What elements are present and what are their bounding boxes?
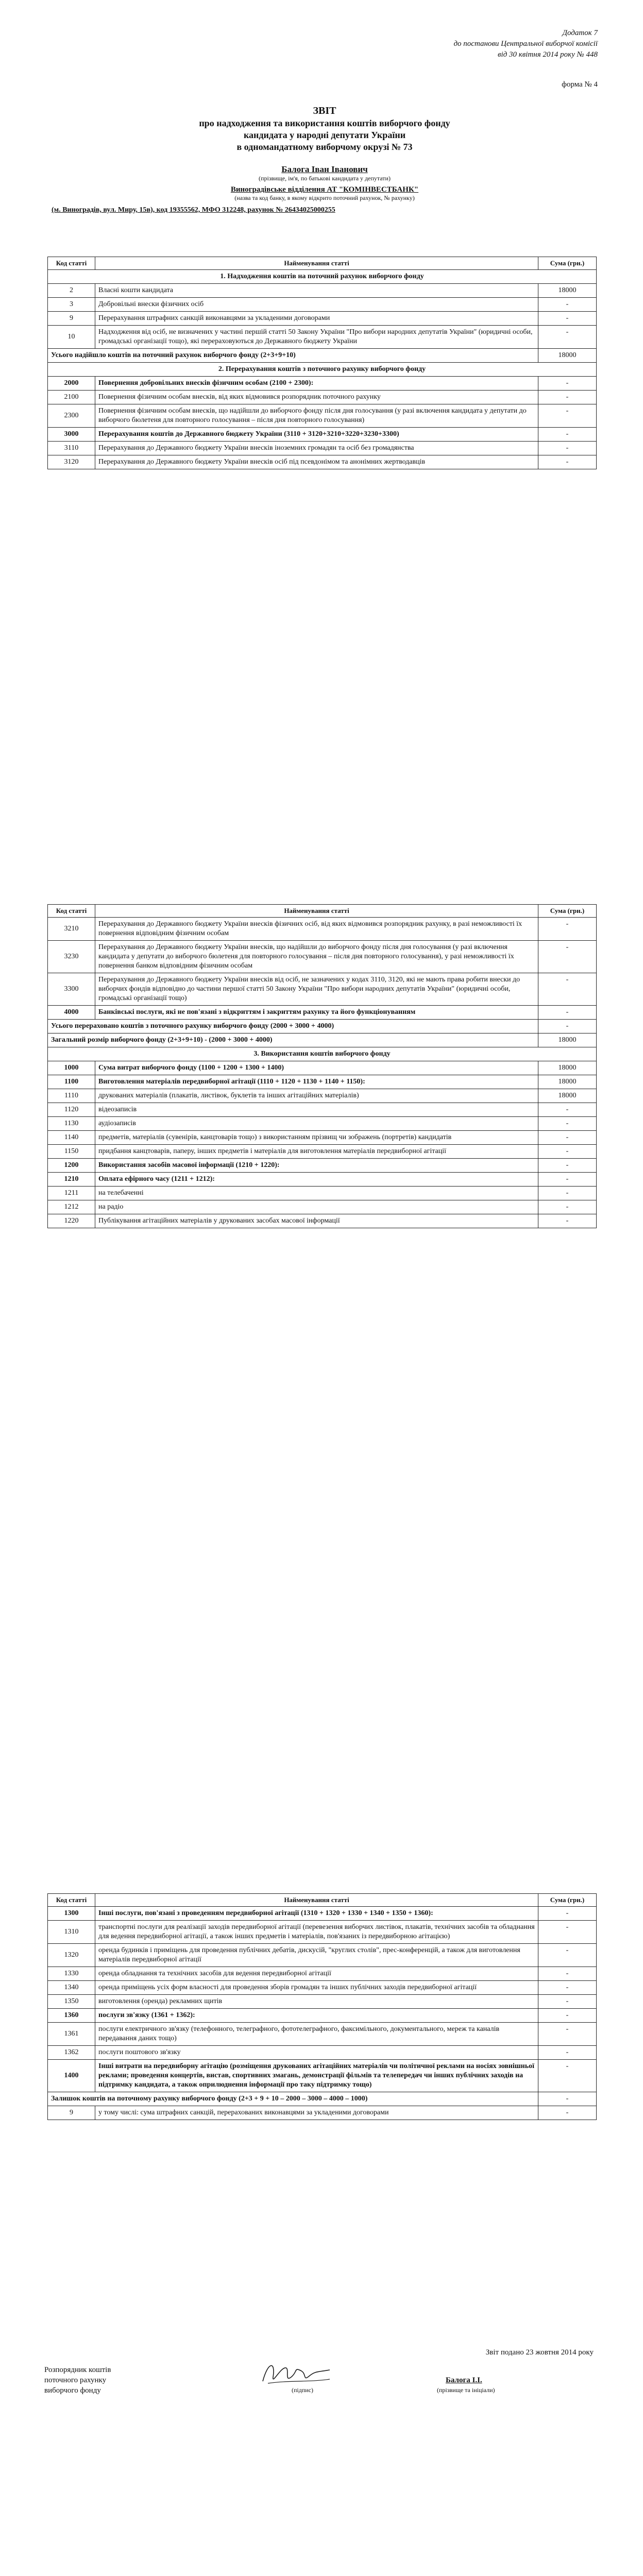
appendix-note xyxy=(309,28,598,60)
col-header-sum: Сума (грн.) xyxy=(538,257,597,270)
item-code: 1330 xyxy=(48,1967,95,1981)
table-row xyxy=(48,2106,597,2120)
section-title: 3. Використання коштів виборчого фонду xyxy=(48,1047,597,1061)
table-row xyxy=(48,1173,597,1187)
table-row xyxy=(48,1944,597,1967)
item-name: у тому числі: сума штрафних санкцій, перерахованих виконавцями за укладеними договорами xyxy=(95,2106,538,2120)
total-sum: 18000 xyxy=(538,349,597,363)
signer-role xyxy=(44,2365,111,2396)
total-row xyxy=(48,2092,597,2106)
table-row xyxy=(48,1967,597,1981)
item-sum: - xyxy=(538,941,597,973)
report-table-page-3 xyxy=(47,1893,597,2120)
item-sum: - xyxy=(538,2009,597,2023)
table-row xyxy=(48,1103,597,1117)
item-name: Перерахування до Державного бюджету України внесків фізичних осіб, від яких відмовився розпорядник рахунку, в разі неможливості їх повернення відповідним фізичним особам xyxy=(95,918,538,941)
item-code: 9 xyxy=(48,312,95,326)
item-code: 1150 xyxy=(48,1145,95,1159)
item-name: послуги зв'язку (1361 + 1362): xyxy=(95,2009,538,2023)
item-name: на телебаченні xyxy=(95,1187,538,1200)
item-sum: - xyxy=(538,1907,597,1921)
item-name: Інші витрати на передвиборну агітацію (розміщення друкованих агітаційних матеріалів чи політичної реклами на носіях зовнішньої реклами; проведення концертів, вистав, спортивних змагань, демонстрації фільмів та телепередач чи інших публічних заходів на підтримку кандидата, а також оприлюднення інформації про таку підтримку тощо) xyxy=(95,2060,538,2092)
report-page-3 xyxy=(0,1814,643,2576)
table-row xyxy=(48,404,597,428)
item-code: 3300 xyxy=(48,973,95,1006)
item-name: Перерахування штрафних санкцій виконавцями за укладеними договорами xyxy=(95,312,538,326)
item-sum: - xyxy=(538,918,597,941)
item-sum: - xyxy=(538,1981,597,1995)
item-name: Перерахування до Державного бюджету України внесків осіб під псевдонімом та анонімних жертводавців xyxy=(95,455,538,469)
signature-note: (підпис) xyxy=(292,2386,314,2394)
item-code: 1362 xyxy=(48,2046,95,2060)
report-table-page-1 xyxy=(47,257,597,469)
title-block xyxy=(52,104,598,214)
table-row xyxy=(48,2046,597,2060)
item-name: Повернення фізичним особам внесків, що надійшли до виборчого фонду після дня голосування (у разі включення кандидата у депутати до виборчого бюлетеня для повторного голосування – після дня повторного голосування) xyxy=(95,404,538,428)
item-name: послуги поштового зв'язку xyxy=(95,2046,538,2060)
total-sum: - xyxy=(538,2092,597,2106)
item-name: оренда будинків і приміщень для проведення публічних дебатів, дискусій, "круглих столів", прес-конференцій, а також для виготовлення матеріалів передвиборної агітації xyxy=(95,1944,538,1967)
item-code: 1110 xyxy=(48,1089,95,1103)
item-name: аудіозаписів xyxy=(95,1117,538,1131)
table-row xyxy=(48,973,597,1006)
item-code: 2 xyxy=(48,284,95,298)
item-code: 2000 xyxy=(48,377,95,391)
candidate-name: Балога Іван Іванович xyxy=(281,164,368,174)
item-code: 1130 xyxy=(48,1117,95,1131)
item-sum: - xyxy=(538,2046,597,2060)
item-code: 3210 xyxy=(48,918,95,941)
item-sum: 18000 xyxy=(538,1075,597,1089)
table-row xyxy=(48,391,597,404)
item-name: Банківські послуги, які не пов'язані з відкриттям і закриттям рахунку та його функціонуванням xyxy=(95,1006,538,1020)
item-sum: - xyxy=(538,1967,597,1981)
total-label: Усього перераховано коштів з поточного рахунку виборчого фонду (2000 + 3000 + 4000) xyxy=(48,1020,538,1033)
table-row xyxy=(48,455,597,469)
table-row xyxy=(48,298,597,312)
item-code: 1000 xyxy=(48,1061,95,1075)
item-sum: - xyxy=(538,1131,597,1145)
report-page-2 xyxy=(0,855,643,1814)
table-row xyxy=(48,2060,597,2092)
item-code: 2300 xyxy=(48,404,95,428)
item-code: 1400 xyxy=(48,2060,95,2092)
table-row xyxy=(48,1907,597,1921)
report-page-1 xyxy=(0,0,643,845)
item-sum: - xyxy=(538,326,597,349)
item-name: Повернення добровільних внесків фізичним особам (2100 + 2300): xyxy=(95,377,538,391)
item-sum: - xyxy=(538,428,597,442)
appendix-line: до постанови Центральної виборчої комісії xyxy=(453,40,598,48)
item-code: 1200 xyxy=(48,1159,95,1173)
item-sum: - xyxy=(538,1187,597,1200)
item-code: 1212 xyxy=(48,1200,95,1214)
item-code: 3 xyxy=(48,298,95,312)
item-name: виготовлення (оренда) рекламних щитів xyxy=(95,1995,538,2009)
item-name: Інші послуги, пов'язані з проведенням передвиборної агітації (1310 + 1320 + 1330 + 1340 + 1350 + 1360): xyxy=(95,1907,538,1921)
table-row xyxy=(48,1061,597,1075)
item-code: 3120 xyxy=(48,455,95,469)
item-code: 9 xyxy=(48,2106,95,2120)
item-code: 1350 xyxy=(48,1995,95,2009)
appendix-line: від 30 квітня 2014 року № 448 xyxy=(497,50,598,59)
item-sum: - xyxy=(538,1214,597,1228)
item-name: відеозаписів xyxy=(95,1103,538,1117)
item-sum: - xyxy=(538,312,597,326)
report-subtitle-line: про надходження та використання коштів виборчого фонду xyxy=(199,118,450,128)
appendix-line: Додаток 7 xyxy=(562,29,598,37)
item-code: 1360 xyxy=(48,2009,95,2023)
item-code: 3230 xyxy=(48,941,95,973)
item-sum: - xyxy=(538,404,597,428)
table-row xyxy=(48,377,597,391)
item-sum: - xyxy=(538,442,597,455)
table-row xyxy=(48,326,597,349)
submission-date: Звіт подано 23 жовтня 2014 року xyxy=(485,2348,594,2357)
form-number: форма № 4 xyxy=(562,80,598,89)
item-sum: - xyxy=(538,1921,597,1944)
signer-role-line: виборчого фонду xyxy=(44,2386,101,2395)
item-sum: - xyxy=(538,377,597,391)
section-title: 2. Перерахування коштів з поточного рахунку виборчого фонду xyxy=(48,363,597,377)
col-header-name: Найменування статті xyxy=(95,257,538,270)
table-row xyxy=(48,941,597,973)
item-sum: - xyxy=(538,973,597,1006)
item-name: Оплата ефірного часу (1211 + 1212): xyxy=(95,1173,538,1187)
table-row xyxy=(48,2009,597,2023)
candidate-note: (прізвище, ім'я, по батькові кандидата у депутати) xyxy=(259,175,391,182)
item-name: на радіо xyxy=(95,1200,538,1214)
item-name: послуги електричного зв'язку (телефонного, телеграфного, фототелеграфного, факсимільного, документального, мереж та каналів передавання даних тощо) xyxy=(95,2023,538,2046)
item-code: 2100 xyxy=(48,391,95,404)
item-sum: - xyxy=(538,1145,597,1159)
item-sum: - xyxy=(538,1200,597,1214)
item-code: 1300 xyxy=(48,1907,95,1921)
table-row xyxy=(48,1981,597,1995)
item-name: предметів, матеріалів (сувенірів, канцтоварів тощо) з використанням прізвищ чи зображень (портретів) кандидатів xyxy=(95,1131,538,1145)
item-name: Перерахування до Державного бюджету України внесків від осіб, не зазначених у кодах 3110, 3120, які не мають права робити внески до виборчих фондів відповідно до частини першої статті 50 Закону України "Про вибори народних депутатів України" (юридичні особи, громадські організації тощо) xyxy=(95,973,538,1006)
bank-note: (назва та код банку, в якому відкрито поточний рахунок, № рахунку) xyxy=(234,194,415,201)
col-header-sum: Сума (грн.) xyxy=(538,905,597,918)
item-sum: - xyxy=(538,455,597,469)
item-name: Публікування агітаційних матеріалів у друкованих засобах масової інформації xyxy=(95,1214,538,1228)
total-label: Загальний розмір виборчого фонду (2+3+9+10) - (2000 + 3000 + 4000) xyxy=(48,1033,538,1047)
table-row xyxy=(48,1187,597,1200)
table-row xyxy=(48,1995,597,2009)
table-row xyxy=(48,2023,597,2046)
table-row xyxy=(48,284,597,298)
item-code: 3110 xyxy=(48,442,95,455)
table-row xyxy=(48,312,597,326)
item-name: Перерахування до Державного бюджету України внесків іноземних громадян та осіб без громадянства xyxy=(95,442,538,455)
item-code: 1211 xyxy=(48,1187,95,1200)
item-name: Використання засобів масової інформації (1210 + 1220): xyxy=(95,1159,538,1173)
item-name: Виготовлення матеріалів передвиборної агітації (1110 + 1120 + 1130 + 1140 + 1150): xyxy=(95,1075,538,1089)
table-row xyxy=(48,1200,597,1214)
item-sum: - xyxy=(538,298,597,312)
table-row xyxy=(48,1214,597,1228)
report-table-page-2 xyxy=(47,904,597,1228)
table-row xyxy=(48,1921,597,1944)
item-code: 1320 xyxy=(48,1944,95,1967)
item-name: Власні кошти кандидата xyxy=(95,284,538,298)
item-name: Перерахування коштів до Державного бюджету України (3110 + 3120+3210+3220+3230+3300) xyxy=(95,428,538,442)
item-sum: - xyxy=(538,1173,597,1187)
item-code: 1361 xyxy=(48,2023,95,2046)
signer-name-note: (прізвище та ініціали) xyxy=(437,2386,495,2394)
table-row xyxy=(48,442,597,455)
col-header-name: Найменування статті xyxy=(95,1894,538,1907)
item-sum: 18000 xyxy=(538,1061,597,1075)
item-sum: - xyxy=(538,1159,597,1173)
item-code: 1100 xyxy=(48,1075,95,1089)
table-row xyxy=(48,1131,597,1145)
report-subtitle-line: в одномандатному виборчому окрузі № 73 xyxy=(236,142,413,152)
item-sum: - xyxy=(538,1944,597,1967)
table-row xyxy=(48,918,597,941)
signer-role-line: поточного рахунку xyxy=(44,2376,107,2384)
section-header-row xyxy=(48,270,597,284)
total-label: Залишок коштів на поточному рахунку виборчого фонду (2+3 + 9 + 10 – 2000 – 3000 – 4000 – 1000) xyxy=(48,2092,538,2106)
item-sum: - xyxy=(538,2106,597,2120)
item-sum: - xyxy=(538,1103,597,1117)
item-name: Перерахування до Державного бюджету України внесків, що надійшли до виборчого фонду після дня голосування (у разі включення кандидата у депутати до виборчого бюлетеня для повторного голосування – після дня повторного голосування), у разі неможливості їх повернення банком відповідним фізичним особам xyxy=(95,941,538,973)
col-header-sum: Сума (грн.) xyxy=(538,1894,597,1907)
item-code: 1220 xyxy=(48,1214,95,1228)
table-row xyxy=(48,1145,597,1159)
col-header-code: Код статті xyxy=(48,257,95,270)
item-sum: 18000 xyxy=(538,1089,597,1103)
section-header-row xyxy=(48,363,597,377)
item-sum: - xyxy=(538,1006,597,1020)
item-name: Надходження від осіб, не визначених у частині першій статті 50 Закону України "Про вибори народних депутатів України" (юридичні особи, громадські організації тощо), які перераховуються до Державного бюджету України xyxy=(95,326,538,349)
table-row xyxy=(48,1089,597,1103)
item-name: оренда обладнання та технічних засобів для ведення передвиборної агітації xyxy=(95,1967,538,1981)
table-row xyxy=(48,1117,597,1131)
item-name: транспортні послуги для реалізації заходів передвиборної агітації (перевезення виборчих листівок, плакатів, технічних засобів та обладнання для ведення передвиборної агітації, а також інших предметів і матеріалів, пов'язаних із передвиборною агітацією) xyxy=(95,1921,538,1944)
report-subtitle-line: кандидата у народні депутати України xyxy=(243,130,406,140)
bank-name: Виноградівське відділення АТ "КОМІНВЕСТБАНК" xyxy=(230,185,419,194)
bank-address: (м. Виноградів, вул. Миру, 15в), код 19355562, МФО 312248, рахунок № 26434025000255 xyxy=(52,206,335,214)
col-header-code: Код статті xyxy=(48,1894,95,1907)
col-header-name: Найменування статті xyxy=(95,905,538,918)
item-code: 1340 xyxy=(48,1981,95,1995)
item-code: 3000 xyxy=(48,428,95,442)
item-name: оренда приміщень усіх форм власності для проведення зборів громадян та інших публічних заходів передвиборної агітації xyxy=(95,1981,538,1995)
item-code: 1120 xyxy=(48,1103,95,1117)
item-sum: - xyxy=(538,2060,597,2092)
total-sum: - xyxy=(538,1020,597,1033)
item-name: Повернення фізичним особам внесків, від яких відмовився розпорядник поточного рахунку xyxy=(95,391,538,404)
total-sum: 18000 xyxy=(538,1033,597,1047)
item-name: Добровільні внески фізичних осіб xyxy=(95,298,538,312)
item-code: 1210 xyxy=(48,1173,95,1187)
total-row xyxy=(48,1020,597,1033)
table-row xyxy=(48,1075,597,1089)
total-row xyxy=(48,349,597,363)
report-title: ЗВІТ xyxy=(313,105,336,116)
item-sum: - xyxy=(538,1117,597,1131)
signer-name: Балога І.І. xyxy=(446,2376,482,2384)
table-row xyxy=(48,1159,597,1173)
section-header-row xyxy=(48,1047,597,1061)
item-sum: - xyxy=(538,391,597,404)
item-code: 10 xyxy=(48,326,95,349)
item-name: придбання канцтоварів, паперу, інших предметів і матеріалів для виготовлення матеріалів передвиборної агітації xyxy=(95,1145,538,1159)
section-title: 1. Надходження коштів на поточний рахунок виборчого фонду xyxy=(48,270,597,284)
table-row xyxy=(48,1006,597,1020)
total-label: Усього надійшло коштів на поточний рахунок виборчого фонду (2+3+9+10) xyxy=(48,349,538,363)
item-name: Сума витрат виборчого фонду (1100 + 1200 + 1300 + 1400) xyxy=(95,1061,538,1075)
item-sum: - xyxy=(538,2023,597,2046)
item-name: друкованих матеріалів (плакатів, листівок, буклетів та інших агітаційних матеріалів) xyxy=(95,1089,538,1103)
item-sum: 18000 xyxy=(538,284,597,298)
col-header-code: Код статті xyxy=(48,905,95,918)
table-row xyxy=(48,428,597,442)
signer-role-line: Розпорядник коштів xyxy=(44,2366,111,2374)
item-code: 1310 xyxy=(48,1921,95,1944)
item-code: 1140 xyxy=(48,1131,95,1145)
total-row xyxy=(48,1033,597,1047)
item-code: 4000 xyxy=(48,1006,95,1020)
item-sum: - xyxy=(538,1995,597,2009)
